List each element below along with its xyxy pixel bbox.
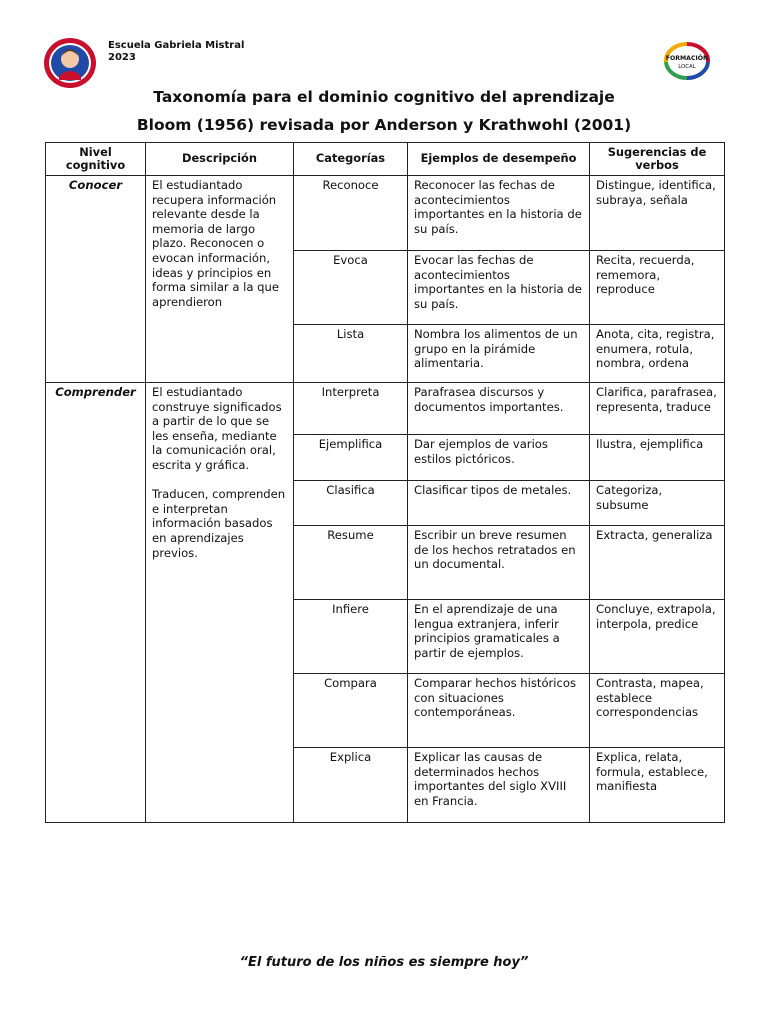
school-name: Escuela Gabriela Mistral (108, 40, 245, 51)
cell-category: Clasifica (294, 481, 408, 526)
cell-example: Dar ejemplos de varios estilos pictóricos. (408, 435, 590, 481)
header-descripcion: Descripción (146, 143, 294, 176)
cell-description: El estudiantado construye significados a partir de lo que se les enseña, mediante la comunicación oral, escrita y gráfica. Traducen, comprenden e interpretan información basados en aprendizajes previos. (146, 383, 294, 823)
cell-verbs: Recita, recuerda, rememora, reproduce (590, 251, 725, 325)
cell-example: Comparar hechos históricos con situaciones contemporáneas. (408, 674, 590, 748)
logo-text-line1: FORMACIÓN (665, 55, 709, 62)
cell-verbs: Ilustra, ejemplifica (590, 435, 725, 481)
cell-verbs: Categoriza, subsume (590, 481, 725, 526)
cell-description: El estudiantado recupera información relevante desde la memoria de largo plazo. Reconocen o evocan información, ideas y principios en forma similar a la que aprendieron (146, 176, 294, 383)
cell-verbs: Anota, cita, registra, enumera, rotula, nombra, ordena (590, 325, 725, 383)
cell-example: Clasificar tipos de metales. (408, 481, 590, 526)
cell-verbs: Explica, relata, formula, establece, manifiesta (590, 748, 725, 823)
cell-verbs: Contrasta, mapea, establece correspondencias (590, 674, 725, 748)
header-verbos: Sugerencias de verbos (590, 143, 725, 176)
cell-category: Lista (294, 325, 408, 383)
footer-quote: “El futuro de los niños es siempre hoy” (239, 955, 529, 970)
table-body (46, 176, 725, 823)
school-crest-logo (42, 36, 98, 90)
cell-category: Infiere (294, 600, 408, 674)
formacion-local-logo (658, 40, 716, 80)
cell-example: Explicar las causas de determinados hechos importantes del siglo XVIII en Francia. (408, 748, 590, 823)
cell-example: Parafrasea discursos y documentos importantes. (408, 383, 590, 435)
cell-example: Nombra los alimentos de un grupo en la pirámide alimentaria. (408, 325, 590, 383)
document-title-line1: Taxonomía para el dominio cognitivo del aprendizaje (153, 88, 615, 106)
cell-category: Explica (294, 748, 408, 823)
cell-category: Reconoce (294, 176, 408, 251)
cell-example: Evocar las fechas de acontecimientos importantes en la historia de su país. (408, 251, 590, 325)
logo-text-line2: LOCAL (678, 64, 696, 70)
cell-level: Conocer (46, 176, 146, 383)
cell-category: Compara (294, 674, 408, 748)
table-header-row (46, 143, 725, 176)
cell-verbs: Concluye, extrapola, interpola, predice (590, 600, 725, 674)
document-title-line2: Bloom (1956) revisada por Anderson y Krathwohl (2001) (136, 116, 632, 134)
cell-verbs: Extracta, generaliza (590, 526, 725, 600)
cell-verbs: Clarifica, parafrasea, representa, traduce (590, 383, 725, 435)
cell-example: Reconocer las fechas de acontecimientos importantes en la historia de su país. (408, 176, 590, 251)
cell-example: En el aprendizaje de una lengua extranjera, inferir principios gramaticales a partir de ejemplos. (408, 600, 590, 674)
school-info (108, 40, 244, 64)
cell-category: Ejemplifica (294, 435, 408, 481)
table-row (46, 383, 725, 435)
cell-category: Resume (294, 526, 408, 600)
document-header (40, 34, 730, 84)
table-row (46, 176, 725, 251)
cell-level: Comprender (46, 383, 146, 823)
school-year: 2023 (108, 52, 136, 63)
taxonomy-table (45, 142, 725, 823)
cell-verbs: Distingue, identifica, subraya, señala (590, 176, 725, 251)
cell-category: Interpreta (294, 383, 408, 435)
cell-example: Escribir un breve resumen de los hechos retratados en un documental. (408, 526, 590, 600)
header-ejemplos: Ejemplos de desempeño (408, 143, 590, 176)
header-categorias: Categorías (294, 143, 408, 176)
header-nivel-cognitivo: Nivel cognitivo (46, 143, 146, 176)
cell-category: Evoca (294, 251, 408, 325)
